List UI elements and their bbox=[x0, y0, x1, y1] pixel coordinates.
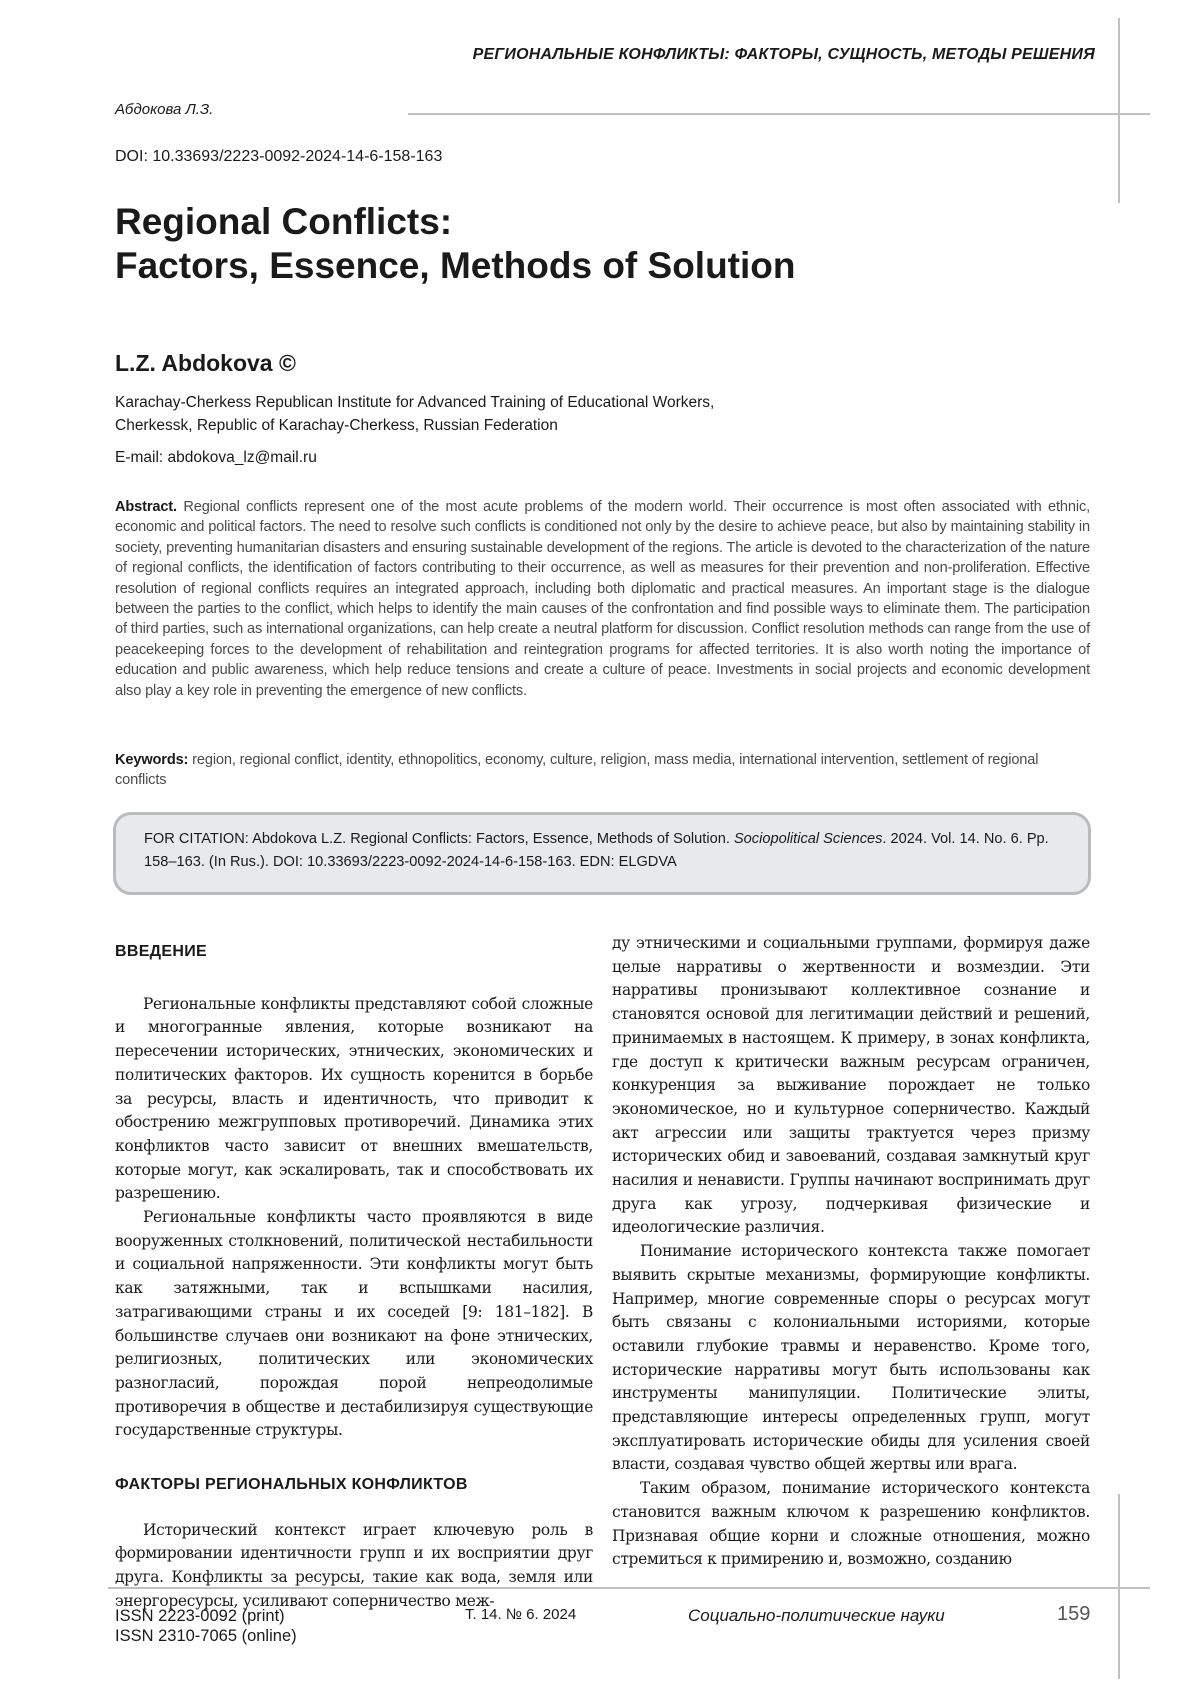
page-number: 159 bbox=[1057, 1603, 1090, 1626]
paragraph: Исторический контекст играет ключевую роль в формировании идентичности групп и их восприятии друг друга. Конфликты за ресурсы, такие как вода, земля или энергоресурсы, усиливают соперничество меж- bbox=[115, 1519, 593, 1614]
paragraph: Региональные конфликты представляют собой сложные и многогранные явления, которые возникают на пересечении исторических, этнических, экономических и политических факторов. Их сущность коренится в борьбе за ресурсы, власть и идентичность, что приводит к обострению межгрупповых противоречий. Динамика этих конфликтов часто зависит от внешних вмешательств, которые могут, как эскалировать, так и способствовать их разрешению. bbox=[115, 993, 593, 1206]
footer-issn bbox=[115, 1606, 297, 1646]
doi: DOI: 10.33693/2223-0092-2024-14-6-158-163 bbox=[115, 148, 442, 166]
citation-suffix: . 2024. Vol. 14. No. 6. Pp. 158–163. (In Rus.). DOI: 10.33693/2223-0092-2024-14-6-158-163. EDN: ELGDVA bbox=[144, 831, 1049, 870]
affiliation-line-2: Cherkessk, Republic of Karachay-Cherkess, Russian Federation bbox=[115, 417, 558, 434]
paragraph: Региональные конфликты часто проявляются в виде вооруженных столкновений, политической нестабильности и социальной напряженности. Эти конфликты могут быть как затяжными, так и вспышками насилия, затрагивающими страны и их соседей [9: 181–182]. В большинстве случаев они возникают на фоне этнических, религиозных, политических или экономических разногласий, порождая порой непреодолимые противоречия в обществе и дестабилизируя существующие государственные структуры. bbox=[115, 1206, 593, 1443]
affiliation bbox=[115, 391, 1015, 437]
citation-box bbox=[113, 812, 1091, 895]
abstract-text: Regional conflicts represent one of the most acute problems of the modern world. Their occurrence is most often associated with ethnic, economic and political factors. The need to resolve such conflicts is conditioned not only by the desire to achieve peace, but also by maintaining stability in society, preventing humanitarian disasters and ensuring sustainable development of the regions. The article is devoted to the characterization of the nature of regional conflicts, the identification of factors contributing to their occurrence, as well as measures for their prevention and non-proliferation. Effective resolution of regional conflicts requires an integrated approach, including both diplomatic and practical measures. An important stage is the dialogue between the parties to the conflict, which helps to identify the main causes of the confrontation and find possible ways to eliminate them. The participation of third parties, such as international organizations, can help create a neutral platform for discussion. Conflict resolution methods can range from the use of peacekeeping forces to the development of rehabilitation and reintegration programs for affected territories. It is also worth noting the importance of education and public awareness, which help reduce tensions and create a culture of peace. Investments in social projects and economic development also play a key role in preventing the emergence of new conflicts. bbox=[115, 499, 1090, 699]
running-title: РЕГИОНАЛЬНЫЕ КОНФЛИКТЫ: ФАКТОРЫ, СУЩНОСТЬ, МЕТОДЫ РЕШЕНИЯ bbox=[473, 46, 1095, 64]
paragraph: ду этническими и социальными группами, формируя даже целые нарративы о жертвенности и возмездии. Эти нарративы пронизывают коллективное сознание и становятся основой для легитимации действий и решений, принимаемых в настоящем. К примеру, в зонах конфликта, где доступ к критически важным ресурсам ограничен, конкуренция за выживание порождает не только экономическое, но и культурное соперничество. Каждый акт агрессии или защиты трактуется через призму исторических обид и завоеваний, создавая замкнутый круг насилия и ненависти. Группы начинают воспринимать друг друга как угрозу, подчеркивая физические и идеологические различия. bbox=[612, 932, 1090, 1240]
footer-journal-name: Социально-политические науки bbox=[688, 1606, 945, 1626]
keywords-label: Keywords: bbox=[115, 752, 188, 768]
keywords bbox=[115, 750, 1090, 791]
section-heading-factors: ФАКТОРЫ РЕГИОНАЛЬНЫХ КОНФЛИКТОВ bbox=[115, 1473, 593, 1497]
paragraph: Понимание исторического контекста также помогает выявить скрытые механизмы, формирующие конфликты. Например, многие современные споры о ресурсах могут быть связаны с колониальными историями, которые оставили глубокие травмы и неравенство. Кроме того, исторические нарративы могут быть использованы как инструменты манипуляции. Политические элиты, представляющие интересы определенных групп, могут эксплуатировать исторические обиды для усиления своей власти, создавая чувство общей жертвы или врага. bbox=[612, 1240, 1090, 1477]
abstract bbox=[115, 497, 1090, 701]
right-vertical-rule-top bbox=[1118, 18, 1120, 203]
header-rule bbox=[408, 113, 1150, 115]
citation-prefix: FOR CITATION: Abdokova L.Z. Regional Conflicts: Factors, Essence, Methods of Solution. bbox=[144, 831, 730, 847]
paragraph: Таким образом, понимание исторического контекста становится важным ключом к разрешению конфликтов. Признавая общие корни и сложные отношения, можно стремиться к примирению и, возможно, созданию bbox=[612, 1477, 1090, 1572]
author-email: E-mail: abdokova_lz@mail.ru bbox=[115, 449, 317, 467]
issn-online: ISSN 2310-7065 (online) bbox=[115, 1627, 297, 1645]
issn-print: ISSN 2223-0092 (print) bbox=[115, 1607, 285, 1625]
abstract-label: Abstract. bbox=[115, 499, 177, 515]
article-title bbox=[115, 200, 1015, 288]
author-short: Абдокова Л.З. bbox=[115, 101, 213, 118]
title-line-1: Regional Conflicts: bbox=[115, 201, 452, 242]
section-heading-introduction: ВВЕДЕНИЕ bbox=[115, 940, 593, 964]
citation-journal: Sociopolitical Sciences bbox=[734, 831, 882, 847]
body-column-right bbox=[612, 932, 1090, 1572]
title-line-2: Factors, Essence, Methods of Solution bbox=[115, 245, 796, 286]
affiliation-line-1: Karachay-Cherkess Republican Institute for Advanced Training of Educational Workers, bbox=[115, 394, 714, 411]
body-column-left bbox=[115, 940, 593, 1614]
author-name: L.Z. Abdokova © bbox=[115, 350, 296, 377]
footer-volume: Т. 14. № 6. 2024 bbox=[465, 1606, 576, 1623]
keywords-text: region, regional conflict, identity, ethnopolitics, economy, culture, religion, mass media, international intervention, settlement of regional conflicts bbox=[115, 752, 1038, 788]
